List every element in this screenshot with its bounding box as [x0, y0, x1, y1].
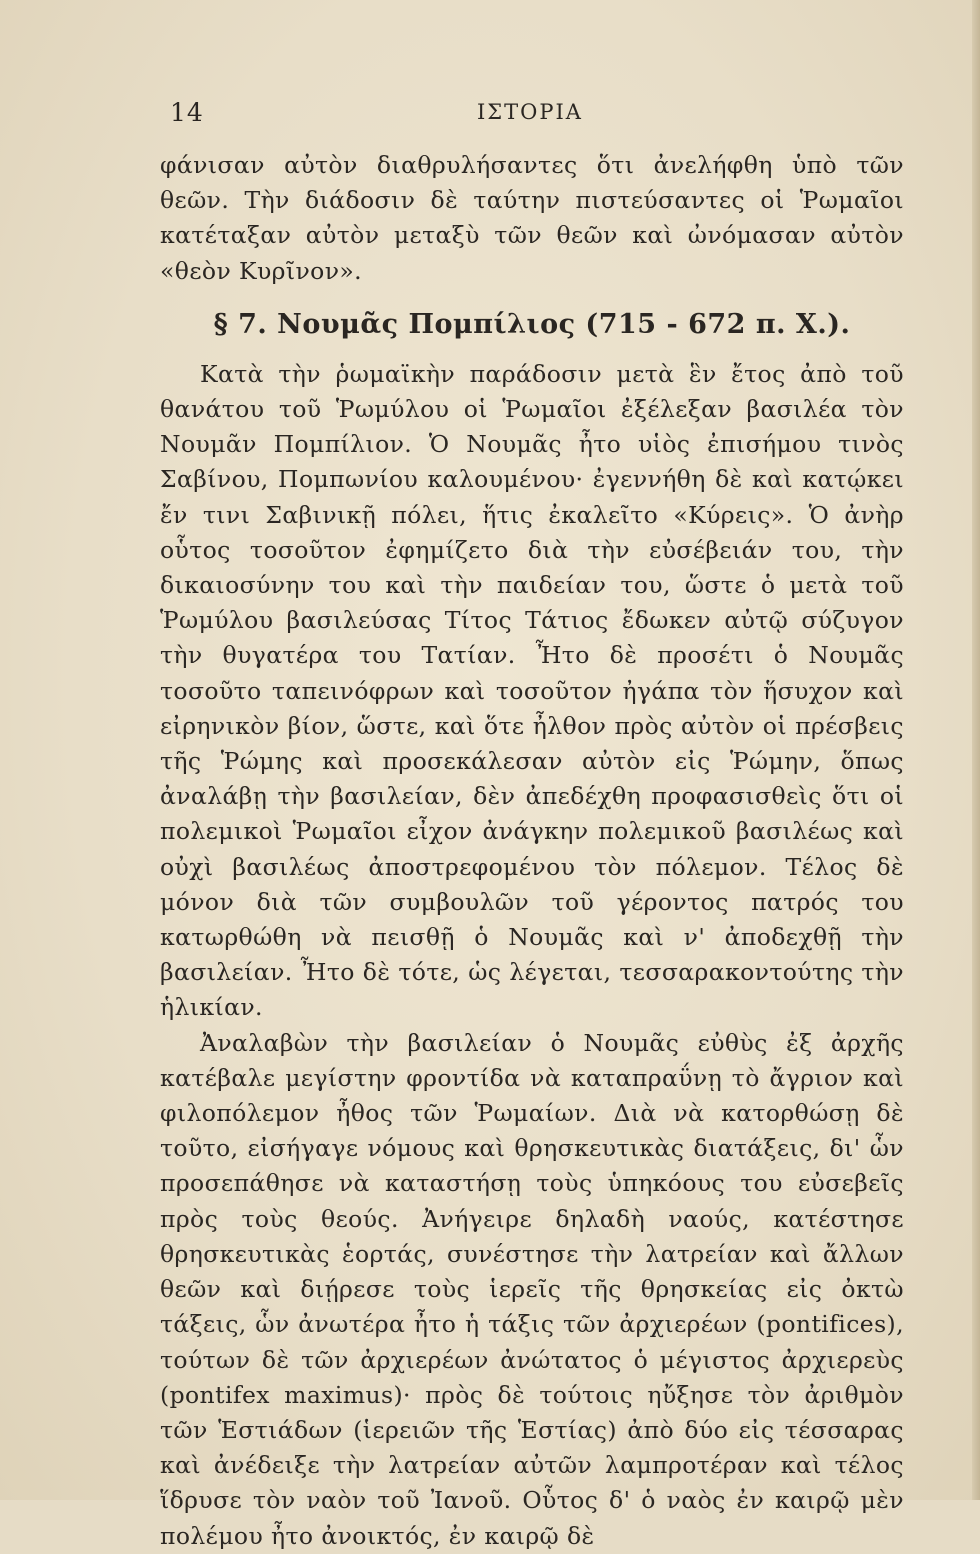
running-title: ΙΣΤΟΡΙΑ	[477, 100, 583, 124]
page-header	[160, 98, 900, 138]
paragraph: Ἀναλαβὼν τὴν βασιλείαν ὁ Νουμᾶς εὐθὺς ἐξ ἀρχῆς κατέβαλε μεγίστην φροντίδα νὰ καταπραΰνῃ τὸ ἄγριον καὶ φιλοπόλεμον ἦθος τῶν Ῥωμαίων. Διὰ νὰ κατορθώσῃ δὲ τοῦτο, εἰσήγαγε νόμους καὶ θρησκευτικὰς διατάξεις, δι' ὧν προσεπάθησε νὰ καταστήσῃ τοὺς ὑπηκόους του εὐσεβεῖς πρὸς τοὺς θεούς. Ἀνήγειρε δηλαδὴ ναούς, κατέστησε θρησκευτικὰς ἑορτάς, συνέστησε τὴν λατρείαν καὶ ἄλλων θεῶν καὶ διῄρεσε τοὺς ἱερεῖς τῆς θρησκείας εἰς ὀκτὼ τάξεις, ὧν ἀνωτέρα ἦτο ἡ τάξις τῶν ἀρχιερέων (pontifices), τούτων δὲ τῶν ἀρχιερέων ἀνώτατος ὁ μέγιστος ἀρχιερεὺς (pontifex maximus)· πρὸς δὲ τούτοις ηὔξησε τὸν ἀριθμὸν τῶν Ἑστιάδων (ἱερειῶν τῆς Ἑστίας) ἀπὸ δύο εἰς τέσσαρας καὶ ἀνέδειξε τὴν λατρείαν αὐτῶν λαμπροτέραν καὶ τέλος ἵδρυσε τὸν ναὸν τοῦ Ἰανοῦ. Οὗτος δ' ὁ ναὸς ἐν καιρῷ μὲν πολέμου ἦτο ἀνοικτός, ἐν καιρῷ δὲ	[160, 1028, 904, 1550]
page-number: 14	[170, 98, 204, 127]
paragraph: Κατὰ τὴν ῥωμαϊκὴν παράδοσιν μετὰ ἓν ἔτος ἀπὸ τοῦ θανάτου τοῦ Ῥωμύλου οἱ Ῥωμαῖοι ἐξέλεξαν βασιλέα τὸν Νουμᾶν Πομπίλιον. Ὁ Νουμᾶς ἦτο υἱὸς ἐπισήμου τινὸς Σαβίνου, Πομπωνίου καλουμένου· ἐγεννήθη δὲ καὶ κατῴκει ἔν τινι Σαβινικῇ πόλει, ἥτις ἐκαλεῖτο «Κύρεις». Ὁ ἀνὴρ οὗτος τοσοῦτον ἐφημίζετο διὰ τὴν εὐσέβειάν του, τὴν δικαιοσύνην του καὶ τὴν παιδείαν του, ὥστε ὁ μετὰ τοῦ Ῥωμύλου βασιλεύσας Τίτος Τάτιος ἔδωκεν αὐτῷ σύζυγον τὴν θυγατέρα του Τατίαν. Ἦτο δὲ προσέτι ὁ Νουμᾶς τοσοῦτο ταπεινόφρων καὶ τοσοῦτον ἠγάπα τὸν ἥσυχον καὶ εἰρηνικὸν βίον, ὥστε, καὶ ὅτε ἦλθον πρὸς αὐτὸν οἱ πρέσβεις τῆς Ῥώμης καὶ προσεκάλεσαν αὐτὸν εἰς Ῥώμην, ὅπως ἀναλάβῃ τὴν βασιλείαν, δὲν ἀπεδέχθη προφασισθεὶς ὅτι οἱ πολεμικοὶ Ῥωμαῖοι εἶχον ἀνάγκην πολεμικοῦ βασιλέως καὶ οὐχὶ βασιλέως ἀποστρεφομένου τὸν πόλεμον. Τέλος δὲ μόνον διὰ τῶν συμβουλῶν τοῦ γέροντος πατρός του κατωρθώθη νὰ πεισθῇ ὁ Νουμᾶς καὶ ν' ἀποδεχθῇ τὴν βασιλείαν. Ἦτο δὲ τότε, ὡς λέγεται, τεσσαρακοντούτης τὴν ἡλικίαν.	[160, 359, 904, 1022]
paragraph-continuation: φάνισαν αὐτὸν διαθρυλήσαντες ὅτι ἀνελήφθη ὑπὸ τῶν θεῶν. Τὴν διάδοσιν δὲ ταύτην πιστεύσαντες οἱ Ῥωμαῖοι κατέταξαν αὐτὸν μεταξὺ τῶν θεῶν καὶ ὠνόμασαν αὐτὸν «θεὸν Κυρῖνον».	[160, 151, 904, 285]
page-edge	[972, 0, 980, 1500]
page-body	[160, 148, 904, 1554]
section-heading: § 7. Νουμᾶς Πομπίλιος (715 - 672 π. Χ.).	[213, 308, 851, 340]
